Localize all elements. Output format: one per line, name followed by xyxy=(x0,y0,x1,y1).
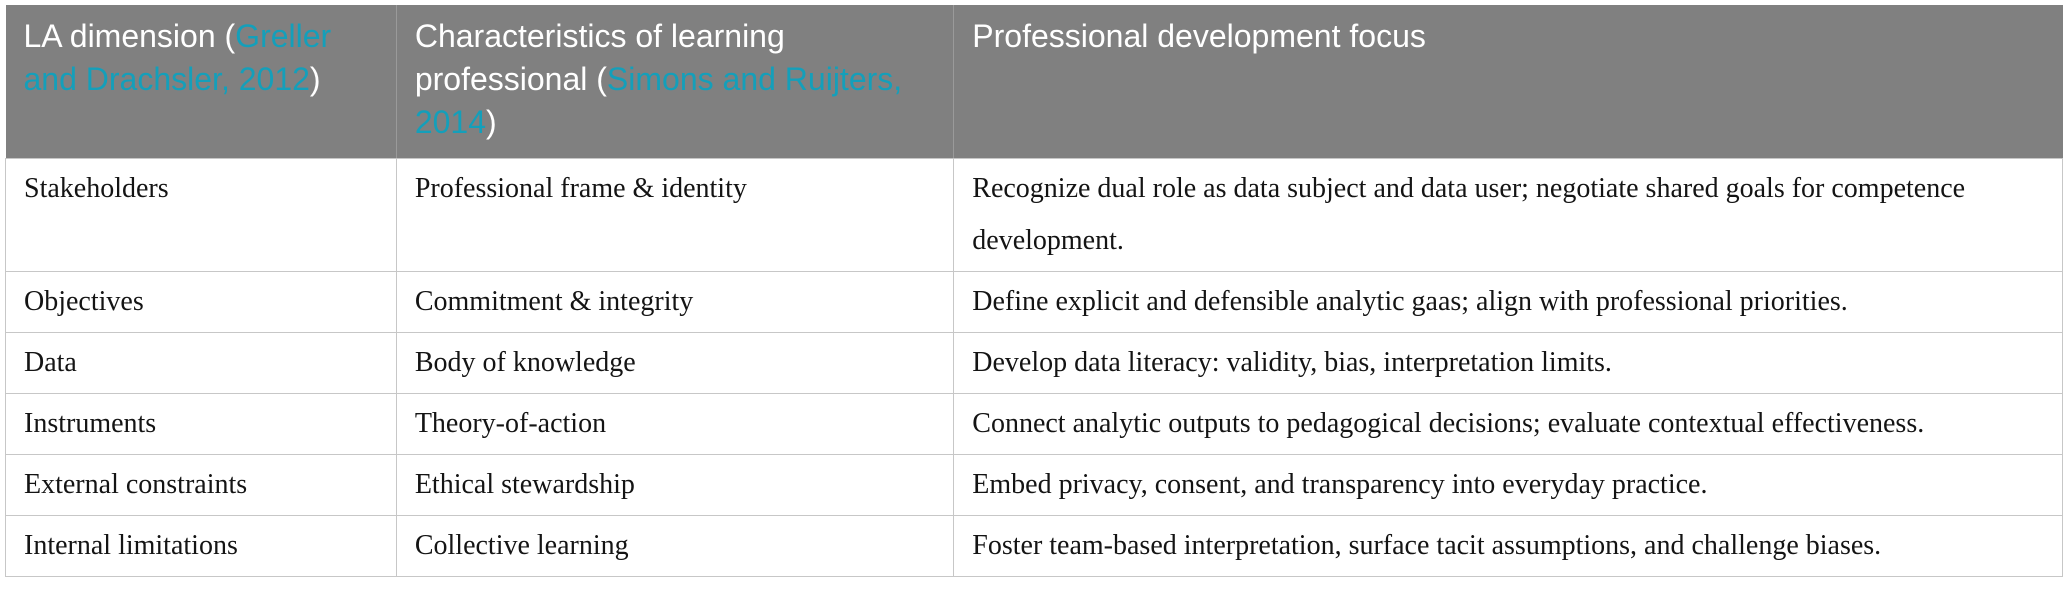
cell-characteristic: Commitment & integrity xyxy=(396,272,953,333)
la-dimensions-table xyxy=(5,5,2063,577)
table-row xyxy=(6,333,2063,394)
close-paren: ) xyxy=(309,61,321,97)
cell-focus: Connect analytic outputs to pedagogical decisions; evaluate contextual effectiveness. xyxy=(954,394,2063,455)
cell-characteristic: Professional frame & identity xyxy=(396,159,953,272)
cell-la-dimension: Objectives xyxy=(6,272,397,333)
cell-focus: Embed privacy, consent, and transparency into everyday practice. xyxy=(954,455,2063,516)
citation-simons-ruijters-link[interactable]: Simons and Ruijters, 2014 xyxy=(414,61,903,140)
table-header xyxy=(6,5,2063,159)
cell-characteristic: Body of knowledge xyxy=(396,333,953,394)
header-row xyxy=(6,5,2063,159)
citation-greller-drachsler-link[interactable]: Greller and Drachsler, 2012 xyxy=(23,18,332,97)
cell-characteristic: Theory-of-action xyxy=(396,394,953,455)
cell-focus: Foster team-based interpretation, surface tacit assumptions, and challenge biases. xyxy=(954,516,2063,577)
column-header-la-dimension xyxy=(6,5,397,159)
table-row xyxy=(6,394,2063,455)
cell-focus: Develop data literacy: validity, bias, interpretation limits. xyxy=(954,333,2063,394)
table-row xyxy=(6,159,2063,272)
cell-la-dimension: Stakeholders xyxy=(6,159,397,272)
table-row xyxy=(6,272,2063,333)
cell-la-dimension: Internal limitations xyxy=(6,516,397,577)
cell-focus: Define explicit and defensible analytic gaas; align with professional priorities. xyxy=(954,272,2063,333)
close-paren: ) xyxy=(486,104,497,140)
open-paren: ( xyxy=(596,61,607,97)
cell-la-dimension: Instruments xyxy=(6,394,397,455)
header-label: Professional development focus xyxy=(972,18,1426,54)
cell-characteristic: Ethical stewardship xyxy=(396,455,953,516)
header-label: LA dimension xyxy=(23,18,216,54)
cell-la-dimension: Data xyxy=(6,333,397,394)
cell-focus: Recognize dual role as data subject and data user; negotiate shared goals for competence development. xyxy=(954,159,2063,272)
header-label: Characteristics of learning professional xyxy=(414,18,785,97)
column-header-characteristics xyxy=(396,5,953,159)
table-body xyxy=(6,159,2063,577)
cell-characteristic: Collective learning xyxy=(396,516,953,577)
open-paren: ( xyxy=(224,18,236,54)
table-row xyxy=(6,516,2063,577)
cell-la-dimension: External constraints xyxy=(6,455,397,516)
table-row xyxy=(6,455,2063,516)
column-header-professional-development-focus xyxy=(954,5,2063,159)
